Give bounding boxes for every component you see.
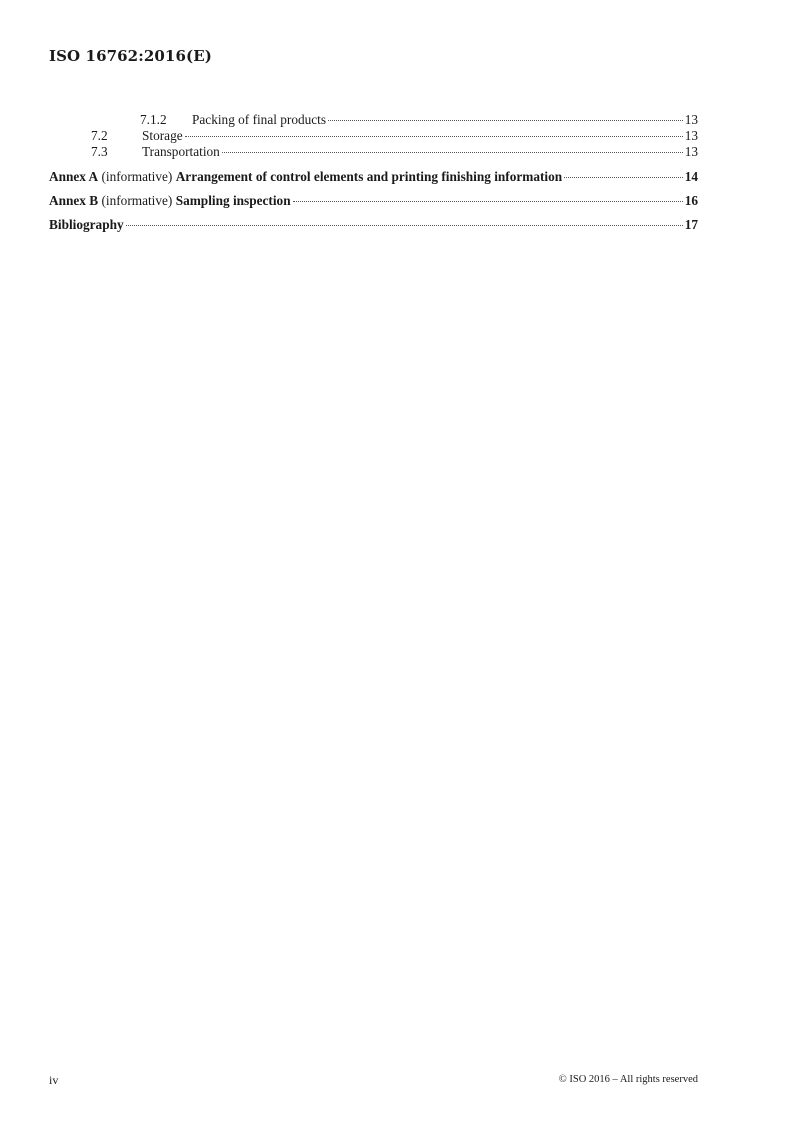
toc-entry-title: Transportation — [142, 144, 220, 159]
annex-title: Arrangement of control elements and printing finishing information — [175, 169, 563, 184]
bibliography-page: 17 — [684, 217, 698, 232]
annex-page: 16 — [684, 193, 698, 208]
bibliography-title: Bibliography — [49, 217, 124, 232]
copyright-notice: © ISO 2016 – All rights reserved — [558, 1074, 698, 1085]
toc-entry-title: Storage — [142, 128, 183, 143]
toc-entry-7-3[interactable] — [49, 144, 698, 160]
annex-label: Annex B — [49, 193, 99, 208]
dot-leader — [185, 136, 683, 137]
annex-qualifier: (informative) — [101, 193, 173, 208]
toc-entry-page: 13 — [684, 112, 698, 127]
dot-leader — [328, 120, 683, 121]
toc-annex-b[interactable] — [49, 192, 698, 209]
toc-entry-number: 7.3 — [91, 144, 108, 159]
toc-entry-7-1-2[interactable] — [49, 112, 698, 128]
toc-bibliography[interactable] — [49, 216, 698, 233]
annex-page: 14 — [684, 169, 698, 184]
toc-entry-number: 7.2 — [91, 128, 108, 143]
toc-entry-number: 7.1.2 — [140, 112, 167, 127]
annex-qualifier: (informative) — [101, 169, 173, 184]
toc-entry-7-2[interactable] — [49, 128, 698, 144]
toc-entry-title: Packing of final products — [192, 112, 327, 127]
dot-leader — [564, 177, 683, 178]
dot-leader — [293, 201, 683, 202]
toc-annex-a[interactable] — [49, 168, 698, 185]
table-of-contents — [49, 112, 698, 233]
document-header: ISO 16762:2016(E) — [49, 47, 212, 65]
toc-entry-page: 13 — [684, 144, 698, 159]
dot-leader — [222, 152, 683, 153]
dot-leader — [126, 225, 683, 226]
page-number: iv — [49, 1073, 59, 1087]
toc-entry-page: 13 — [684, 128, 698, 143]
annex-title: Sampling inspection — [175, 193, 291, 208]
annex-label: Annex A — [49, 169, 99, 184]
